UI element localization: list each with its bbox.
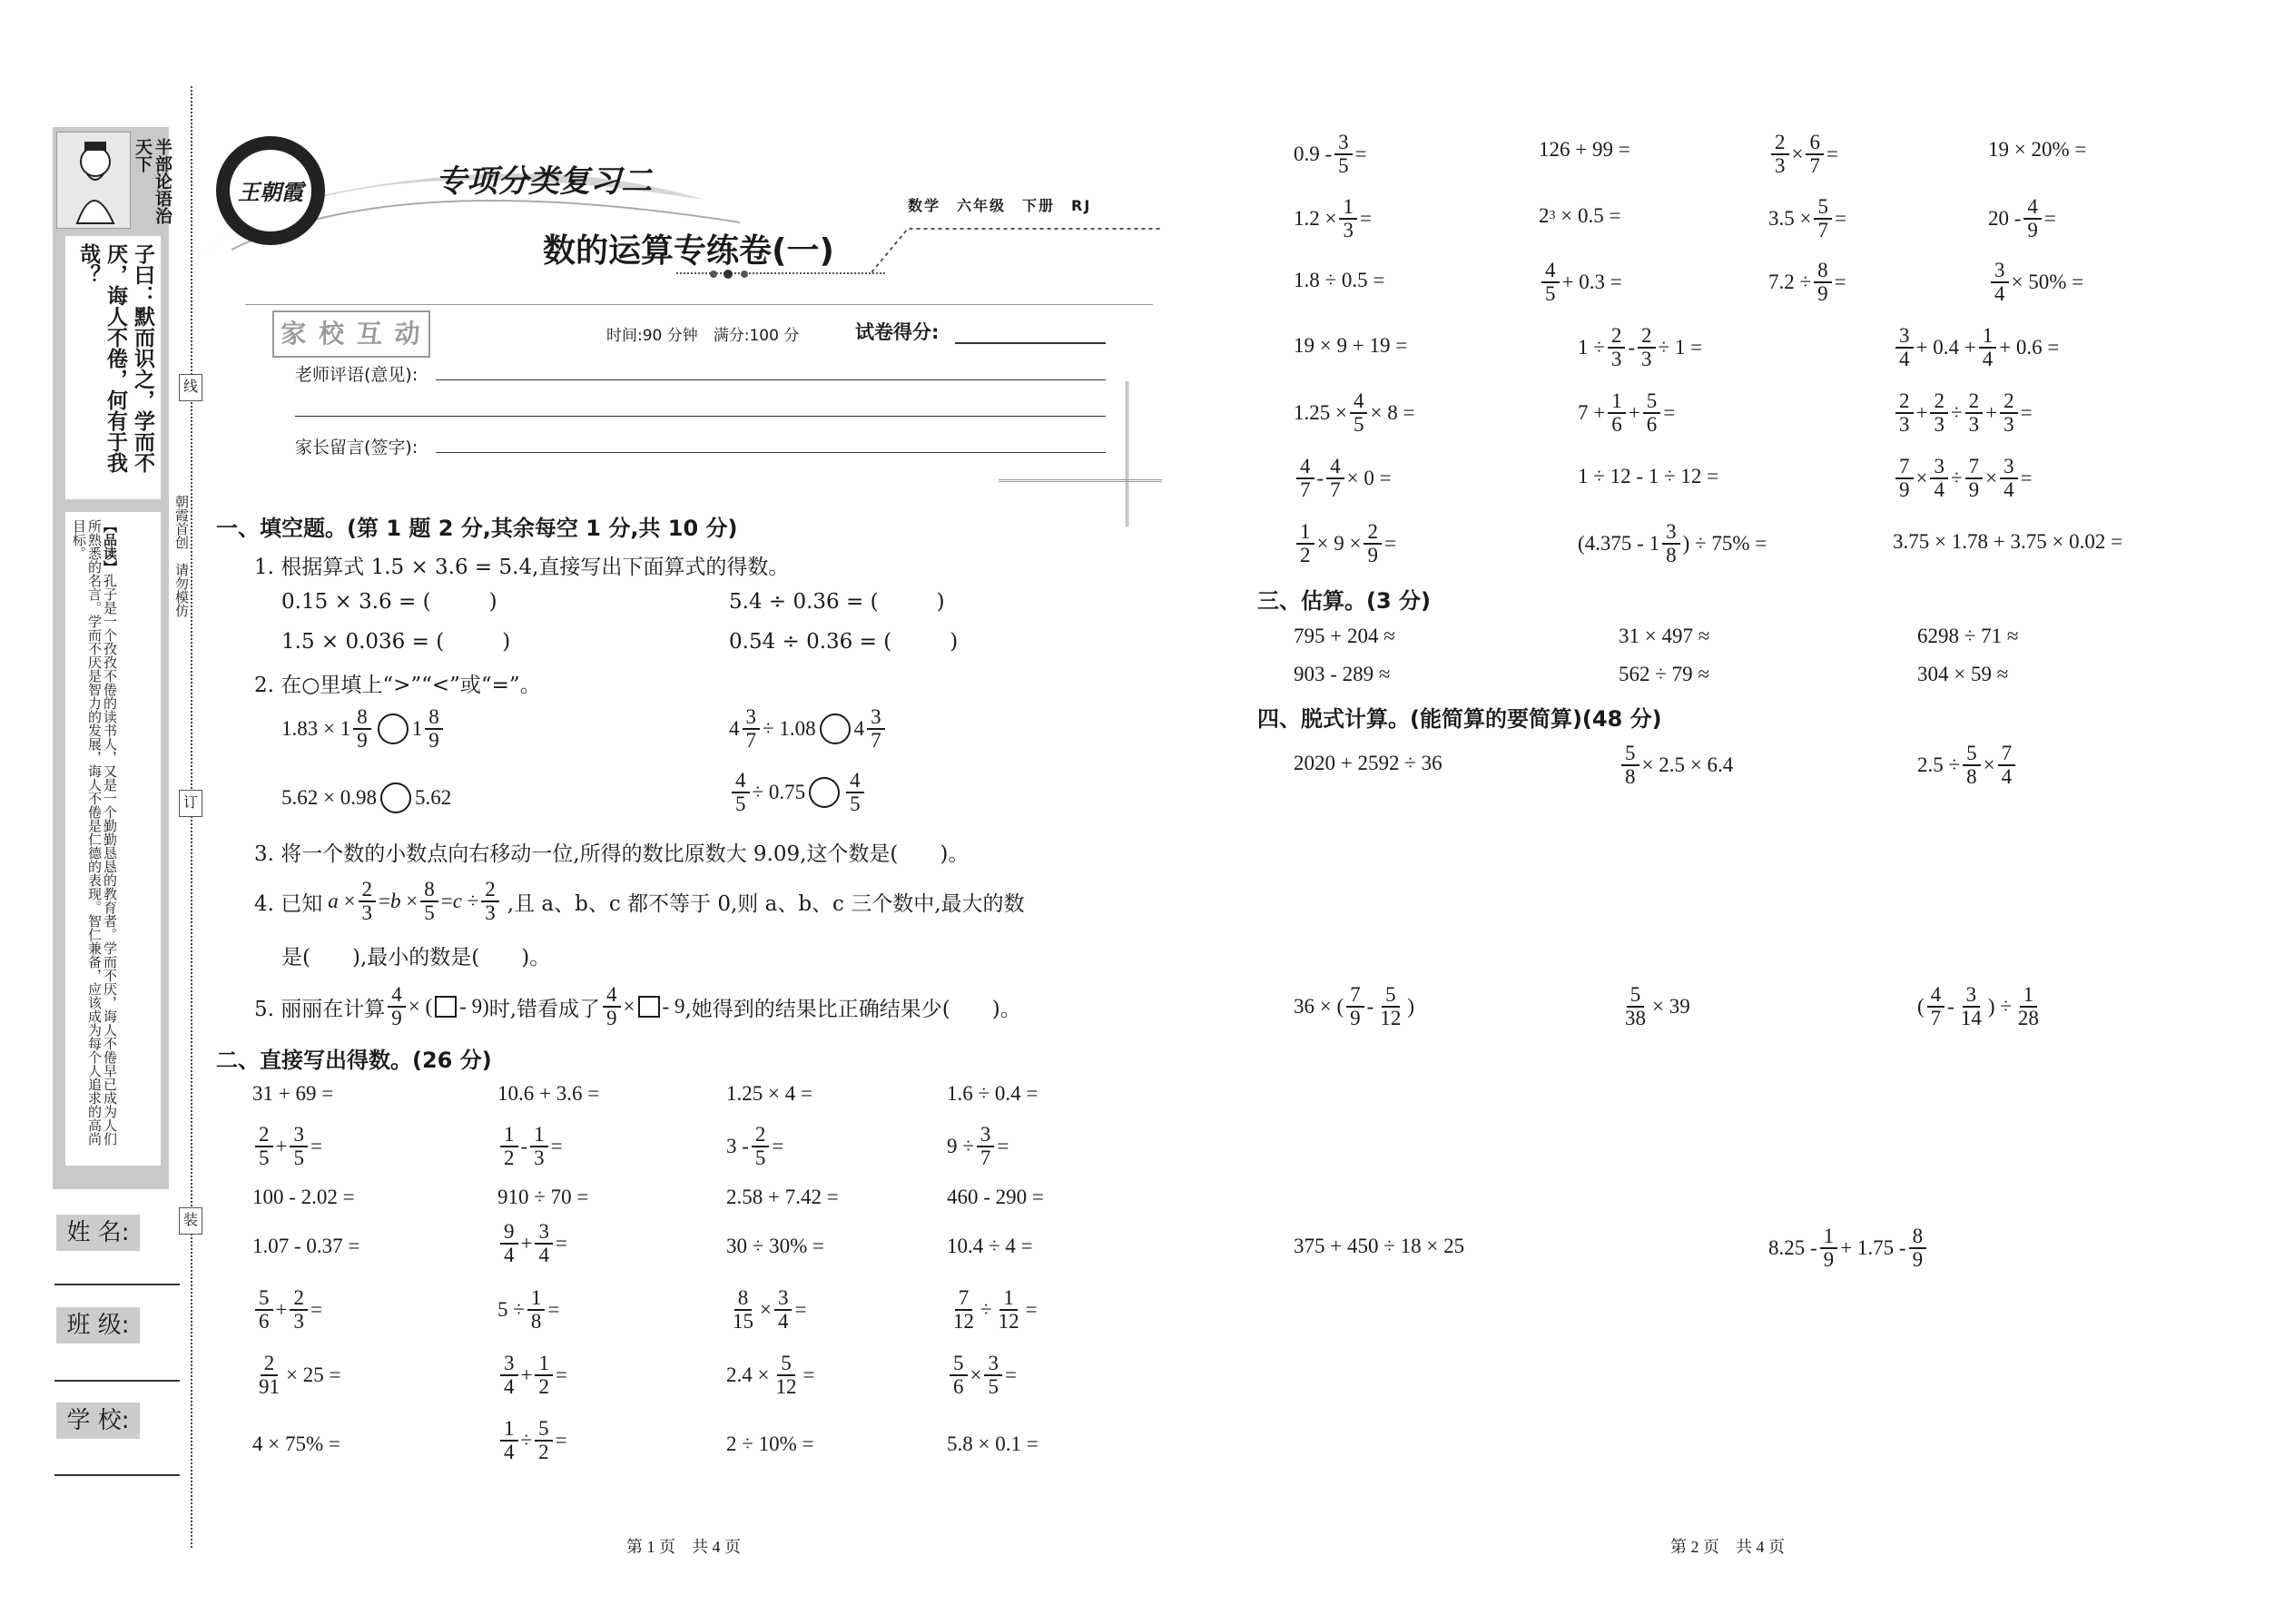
q5-post: ,她得到的结果比正确结果少( )。: [684, 997, 1021, 1021]
s2-r2c1: 2 5 + 3 5 =: [252, 1124, 322, 1169]
q5-expr-2: 4 9 × - 9: [600, 984, 684, 1029]
s2-r2c3: 3 - 2 5 =: [726, 1123, 784, 1170]
q1a-text: 0.15 × 3.6 = (: [281, 590, 431, 614]
time-info: 时间:90 分钟 满分:100 分: [606, 327, 800, 345]
estimate-item: 562 ÷ 79 ≈: [1619, 663, 1709, 685]
estimate-item: 795 + 204 ≈: [1294, 625, 1395, 647]
s2-r2c4: 9 ÷ 3 7 =: [947, 1123, 1009, 1170]
s2-r7c1: 4 × 75% =: [252, 1432, 340, 1455]
s2-r7c4: 5.8 × 0.1 =: [947, 1432, 1039, 1455]
s2-r6c4: 5 6 × 3 5 =: [947, 1353, 1017, 1398]
calc-1: 2020 + 2592 ÷ 36: [1294, 752, 1442, 774]
s2-r7c2: 1 4 ÷ 5 2 =: [497, 1418, 567, 1463]
compare-circle[interactable]: [820, 714, 851, 744]
s2-r9c3: 3.5 × 5 7 =: [1768, 195, 1846, 242]
section1-heading: 一、填空题。(第 1 题 2 分,其余每空 1 分,共 10 分): [216, 516, 738, 541]
s2-r13c1: 4 7 - 4 7 × 0 =: [1294, 456, 1392, 501]
meta-line: [871, 218, 1171, 300]
jiaxiao-badge: 家 校 互 动: [272, 310, 430, 358]
q3-text: 3. 将一个数的小数点向右移动一位,所得的数比原数大 9.09,这个数是( )。: [254, 842, 970, 866]
confucius-icon: [57, 133, 130, 228]
parent-label: 家长留言(签字):: [295, 438, 418, 458]
q4-post: ,且 a、b、c 都不等于 0,则 a、b、c 三个数中,最大的数: [507, 891, 1025, 916]
s2-r10c2: 4 5 + 0.3 =: [1539, 260, 1622, 305]
q1a: [281, 590, 497, 614]
s2-r3c2: 910 ÷ 70 =: [497, 1186, 589, 1208]
q1b-text: 5.4 ÷ 0.36 = (: [729, 590, 879, 614]
s2-r5c2: 5 ÷ 1 8 =: [497, 1286, 560, 1334]
q2c: 5.62 × 0.98 5.62: [281, 782, 451, 813]
q2a: 1.83 × 1 8 9 1 8 9: [281, 706, 446, 752]
s2-r8c1: 0.9 - 3 5 =: [1294, 131, 1367, 178]
q1b: [729, 590, 945, 614]
q1d-close: ): [950, 630, 959, 654]
s2-r4c2: 9 4 + 3 4 =: [497, 1221, 567, 1266]
s2-r14c2: (4.375 - 1 3 8 ) ÷ 75% =: [1578, 520, 1767, 567]
s2-r1c1: 31 + 69 =: [252, 1082, 334, 1105]
s2-r10c4: 3 4 × 50% =: [1988, 260, 2083, 305]
class-label: 班 级:: [56, 1307, 140, 1343]
s2-r9c4: 20 - 4 9 =: [1988, 195, 2056, 242]
q1d: [729, 630, 958, 654]
fold-mark-ding: 订: [179, 790, 202, 817]
s2-r5c4: 7 12 ÷ 1 12 =: [953, 1286, 1038, 1334]
q2d: 4 5 ÷ 0.75 4 5: [729, 770, 867, 815]
calc-7: 375 + 450 ÷ 18 × 25: [1294, 1235, 1465, 1257]
meta-info: 数学 六年级 下册 RJ: [908, 197, 1092, 214]
sidebar-note: [71, 519, 117, 1155]
s2-r3c4: 460 - 290 =: [947, 1186, 1044, 1208]
s2-r9c1: 1.2 × 1 3 =: [1294, 195, 1372, 242]
s2-r14c1: 1 2 × 9 × 2 9 =: [1294, 521, 1396, 566]
q4-line2: 是( ),最小的数是( )。: [281, 946, 551, 969]
copyright-note: 朝霞首创 请勿模仿: [173, 495, 190, 617]
s2-r11c3: 3 4 + 0.4 + 1 4 + 0.6 =: [1893, 325, 2059, 370]
q5-line: [254, 984, 1021, 1029]
q4-line1: [254, 879, 1025, 924]
calc-4: 36 × ( 7 9 - 5 12 ): [1294, 983, 1414, 1030]
score-field[interactable]: [955, 342, 1106, 344]
s2-r5c1: 5 6 + 2 3 =: [252, 1287, 322, 1333]
teacher-field-2[interactable]: [295, 416, 1106, 417]
q4-equation: a × 2 3 = b × 8 5 = c ÷ 2 3: [328, 879, 502, 924]
estimate-item: 304 × 59 ≈: [1917, 663, 2009, 685]
logo-text: 王朝霞: [238, 180, 303, 205]
s2-r1c3: 1.25 × 4 =: [726, 1082, 812, 1105]
name-label: 姓 名:: [56, 1215, 140, 1251]
q1b-close: ): [936, 590, 945, 614]
q5-expr-1: 4 9 × ( - 9): [385, 984, 488, 1029]
s2-r1c4: 1.6 ÷ 0.4 =: [947, 1082, 1039, 1105]
estimate-item: 31 × 497 ≈: [1619, 625, 1710, 647]
jiaxiao-frame-right: [1126, 381, 1128, 527]
q1c: [281, 630, 510, 654]
sidebar-portrait: [56, 132, 131, 229]
q2b: 4 3 7 ÷ 1.08 4 3 7: [729, 706, 888, 752]
page-number-1: 第 1 页 共 4 页: [626, 1538, 741, 1556]
q1c-text: 1.5 × 0.036 = (: [281, 630, 445, 654]
fold-mark-zhuang: 装: [179, 1207, 202, 1235]
s2-r4c3: 30 ÷ 30% =: [726, 1235, 825, 1257]
s2-r6c1: 2 91 × 25 =: [259, 1352, 341, 1399]
q1-text: 1. 根据算式 1.5 × 3.6 = 5.4,直接写出下面算式的得数。: [254, 556, 790, 579]
name-field[interactable]: [54, 1284, 180, 1285]
s2-r13c3: 7 9 × 3 4 ÷ 7 9 × 3 4 =: [1893, 456, 2033, 501]
fold-line: [191, 86, 192, 1548]
q4-pre: 4. 已知: [254, 891, 323, 916]
s2-r11c1: 19 × 9 + 19 =: [1294, 334, 1408, 357]
school-label: 学 校:: [56, 1403, 140, 1439]
teacher-field[interactable]: [436, 379, 1106, 380]
parent-field[interactable]: [436, 452, 1106, 453]
s2-r3c1: 100 - 2.02 =: [252, 1186, 355, 1208]
title-dots-icon: [708, 268, 763, 281]
section3-heading: 三、估算。(3 分): [1257, 588, 1431, 614]
compare-circle[interactable]: [378, 714, 409, 744]
section4-heading: 四、脱式计算。(能简算的要简算)(48 分): [1257, 706, 1662, 732]
sidebar-note-text: 孔子是一个孜孜不倦的读书人，又是一个勤勤恳恳的教育者。学而不厌，诲人不倦早已成为人们所熟悉的名言。学而不厌是智力的发展，诲人不倦是仁德的表现。智仁兼备，应该成为每个人追求的高尚目标。: [71, 519, 118, 1146]
s2-r12c1: 1.25 × 4 5 × 8 =: [1294, 389, 1415, 437]
q1a-close: ): [488, 590, 497, 614]
q1d-text: 0.54 ÷ 0.36 = (: [729, 630, 892, 654]
s2-r4c1: 1.07 - 0.37 =: [252, 1235, 360, 1257]
sidebar-note-head: 【品读】: [102, 519, 118, 574]
s2-r5c3: 8 15 × 3 4 =: [733, 1286, 807, 1334]
class-field[interactable]: [54, 1380, 180, 1382]
section2-heading: 二、直接写出得数。(26 分): [216, 1048, 492, 1073]
s2-r13c2: 1 ÷ 12 - 1 ÷ 12 =: [1578, 465, 1719, 487]
estimate-item: 6298 ÷ 71 ≈: [1917, 625, 2019, 647]
q2-text: 2. 在○里填上“>”“<”或“=”。: [254, 674, 541, 697]
sidebar-banner: 半部论语治天下: [133, 138, 172, 224]
estimate-item: 903 - 289 ≈: [1294, 663, 1391, 685]
s2-r8c2: 126 + 99 =: [1539, 138, 1630, 161]
s2-r6c2: 3 4 + 1 2 =: [497, 1353, 567, 1398]
s2-r8c3: 2 3 × 6 7 =: [1768, 132, 1838, 177]
compare-circle[interactable]: [380, 782, 411, 813]
jiaxiao-frame-top: [245, 304, 1153, 305]
school-field[interactable]: [54, 1474, 180, 1476]
s2-r8c4: 19 × 20% =: [1988, 138, 2087, 161]
fold-mark-xian: 线: [179, 374, 202, 401]
page-title: 数的运算专练卷(一): [543, 232, 834, 270]
s2-r11c2: 1 ÷ 2 3 - 2 3 ÷ 1 =: [1578, 324, 1703, 371]
s2-r2c2: 1 2 - 1 3 =: [497, 1124, 563, 1169]
q5-mid: 时,错看成了: [488, 997, 601, 1021]
s2-r12c2: 7 + 1 6 + 5 6 =: [1578, 389, 1676, 437]
calc-8: 8.25 - 1 9 + 1.75 - 8 9: [1768, 1225, 1929, 1271]
page-number-2: 第 2 页 共 4 页: [1670, 1538, 1785, 1556]
q1c-close: ): [502, 630, 511, 654]
s2-r14c3: 3.75 × 1.78 + 3.75 × 0.02 =: [1893, 530, 2123, 553]
calc-6: ( 4 7 - 3 14 ) ÷ 1 28: [1917, 983, 2039, 1030]
s2-r9c2: 2 3 × 0.5 =: [1539, 204, 1621, 227]
s2-r1c2: 10.6 + 3.6 =: [497, 1082, 600, 1105]
score-label: 试卷得分:: [855, 321, 940, 343]
s2-r3c3: 2.58 + 7.42 =: [726, 1186, 839, 1208]
teacher-label: 老师评语(意见):: [295, 365, 418, 385]
s2-r7c3: 2 ÷ 10% =: [726, 1432, 814, 1455]
q5-pre: 5. 丽丽在计算: [254, 997, 386, 1021]
compare-circle[interactable]: [809, 777, 840, 808]
series-title: 专项分类复习二: [436, 163, 652, 200]
s2-r6c3: 2.4 × 5 12 =: [726, 1352, 815, 1399]
s2-r4c4: 10.4 ÷ 4 =: [947, 1235, 1033, 1257]
calc-3: 2.5 ÷ 5 8 × 7 4: [1917, 743, 2018, 788]
s2-r10c1: 1.8 ÷ 0.5 =: [1294, 269, 1385, 291]
calc-2: 5 8 × 2.5 × 6.4: [1619, 743, 1733, 788]
jiaxiao-frame-bottom: [999, 479, 1162, 482]
calc-5: 5 38 × 39: [1625, 983, 1690, 1030]
s2-r10c3: 7.2 ÷ 8 9 =: [1768, 259, 1846, 306]
sidebar-quote: 子曰：默而识之，学而不厌，诲人不倦，何有于我哉？: [76, 243, 154, 473]
s2-r12c3: 2 3 + 2 3 ÷ 2 3 + 2 3 =: [1893, 390, 2033, 436]
